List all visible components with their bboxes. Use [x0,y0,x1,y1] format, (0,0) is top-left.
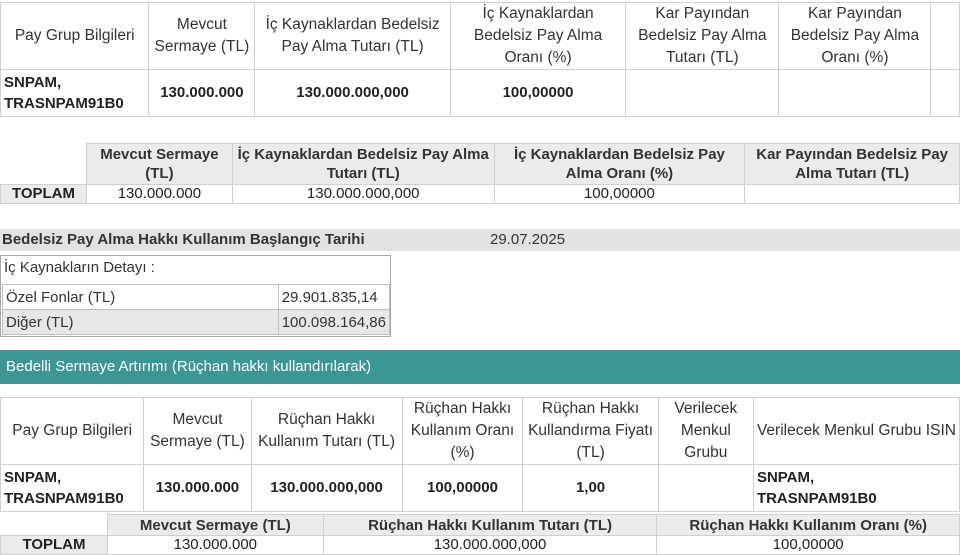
source-value: 100.098.164,86 [278,310,389,335]
totals-header-dividend-amount: Kar Payından Bedelsiz Pay Alma Tutarı (TL) [745,144,960,185]
totals-rights-rate: 100,00000 [657,536,960,555]
source-label: Diğer (TL) [3,310,279,335]
cell-internal-amount: 130.000.000,000 [255,70,450,117]
totals-row [1,536,960,555]
cell-rights-price: 1,00 [523,465,658,512]
totals-capital: 130.000.000 [107,536,323,555]
totals-internal-amount: 130.000.000,000 [232,185,494,204]
cell-capital: 130.000.000 [144,465,251,512]
cell-internal-rate: 100,00000 [450,70,626,117]
header-rights-amount: Rüçhan Hakkı Kullanım Tutarı (TL) [251,398,402,465]
cell-group [1,70,149,117]
totals-label: TOPLAM [1,536,108,555]
header-group-info: Pay Grup Bilgileri [1,398,144,465]
header-group-info: Pay Grup Bilgileri [1,3,149,70]
rights-table [0,397,960,512]
header-current-capital: Mevcut Sermaye (TL) [149,3,255,70]
group-code: SNPAM, [4,469,62,486]
cell-security-isin [753,465,959,512]
security-code: SNPAM, [756,469,815,486]
totals-capital: 130.000.000 [86,185,232,204]
header-rights-price: Rüçhan Hakkı Kullandırma Fiyatı (TL) [523,398,658,465]
cell-rights-rate: 100,00000 [402,465,523,512]
header-security-group: Verilecek Menkul Grubu [658,398,753,465]
group-isin: TRASNPAM91B0 [4,490,124,507]
totals-header-capital: Mevcut Sermaye (TL) [86,144,232,185]
totals-header-capital: Mevcut Sermaye (TL) [107,515,323,536]
totals-header-rights-rate: Rüçhan Hakkı Kullanım Oranı (%) [657,515,960,536]
header-internal-rate: İç Kaynaklardan Bedelsiz Pay Alma Oranı (%) [450,3,626,70]
totals-header-internal-amount: İç Kaynaklardan Bedelsiz Pay Alma Tutarı (TL) [232,144,494,185]
list-item [3,310,390,335]
start-date-value: 29.07.2025 [490,231,566,248]
table-row [1,70,960,117]
internal-sources-table [2,284,390,335]
header-internal-amount: İç Kaynaklardan Bedelsiz Pay Alma Tutarı (TL) [255,3,450,70]
rights-section-header [0,350,960,384]
totals-corner [1,515,108,536]
cell-dividend-rate [779,70,931,117]
internal-sources-title: İç Kaynakların Detayı : [4,259,155,276]
header-rights-rate: Rüçhan Hakkı Kullanım Oranı (%) [402,398,523,465]
security-isin: TRASNPAM91B0 [756,490,877,507]
cell-security-group [658,465,753,512]
header-overflow [931,3,960,70]
totals-row [1,185,960,204]
start-date-row [0,229,960,251]
totals-internal-rate: 100,00000 [494,185,745,204]
totals-header-internal-rate: İç Kaynaklardan Bedelsiz Pay Alma Oranı (%) [494,144,745,185]
totals-label: TOPLAM [1,185,87,204]
list-item [3,285,390,310]
totals-rights-amount: 130.000.000,000 [323,536,657,555]
totals-header-rights-amount: Rüçhan Hakkı Kullanım Tutarı (TL) [323,515,657,536]
rights-totals-table [0,514,960,555]
rights-section-title: Bedelli Sermaye Artırımı (Rüçhan hakkı kullandırılarak) [6,358,372,375]
cell-overflow [931,70,960,117]
bonus-totals-table [0,143,960,204]
totals-corner [1,144,87,185]
source-label: Özel Fonlar (TL) [3,285,279,310]
table-row [1,465,960,512]
start-date-label: Bedelsiz Pay Alma Hakkı Kullanım Başlangıç Tarihi [2,231,365,248]
header-dividend-amount: Kar Payından Bedelsiz Pay Alma Tutarı (TL) [626,3,779,70]
header-dividend-rate: Kar Payından Bedelsiz Pay Alma Oranı (%) [779,3,931,70]
cell-group [1,465,144,512]
source-value: 29.901.835,14 [278,285,389,310]
header-current-capital: Mevcut Sermaye (TL) [144,398,251,465]
group-isin: TRASNPAM91B0 [4,95,124,112]
internal-sources-box [0,255,391,337]
totals-dividend-amount [745,185,960,204]
header-security-isin: Verilecek Menkul Grubu ISIN [753,398,959,465]
bonus-share-table [0,2,960,117]
cell-capital: 130.000.000 [149,70,255,117]
cell-rights-amount: 130.000.000,000 [251,465,402,512]
group-code: SNPAM, [4,74,62,91]
cell-dividend-amount [626,70,779,117]
